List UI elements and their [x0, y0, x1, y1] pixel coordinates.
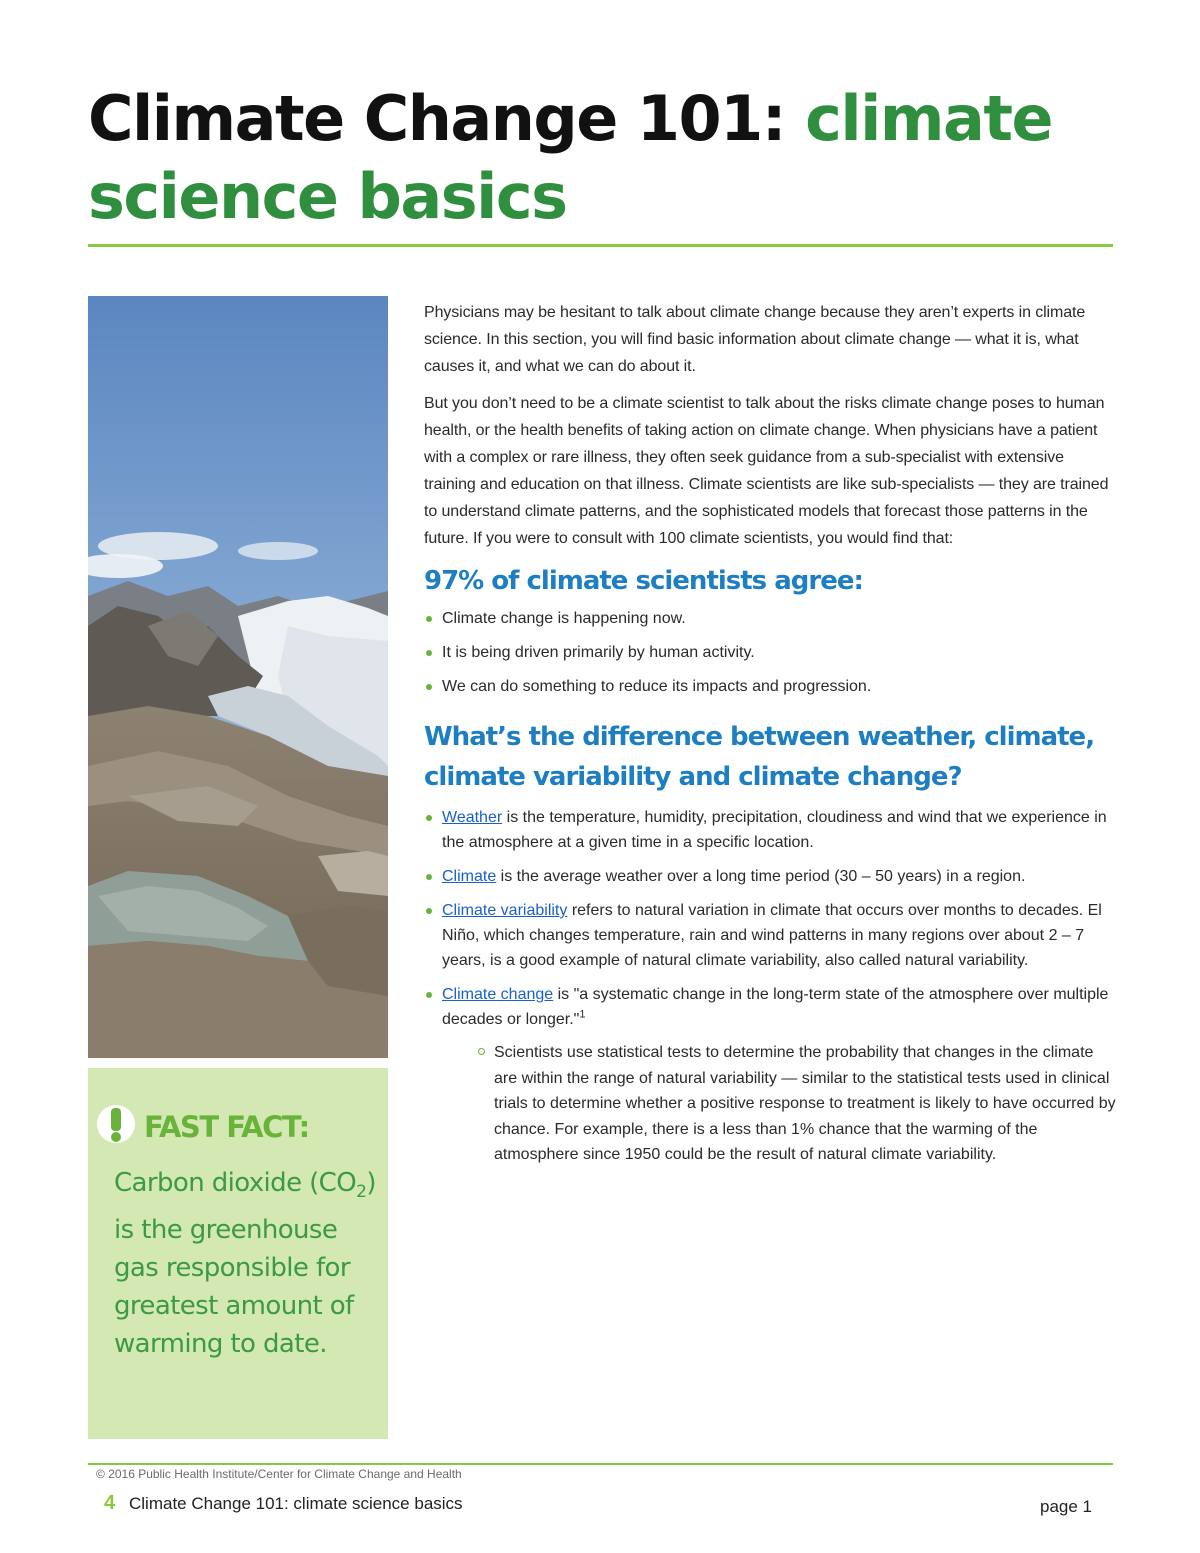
weather-link[interactable]: Weather — [442, 809, 503, 826]
definition-text: is the average weather over a long time period (30 – 50 years) in a region. — [496, 868, 1026, 885]
agree-list — [424, 606, 1116, 699]
list-item-climate-variability — [424, 898, 1116, 973]
fast-fact-box — [88, 1068, 388, 1439]
fast-fact-label: FAST FACT: — [144, 1110, 309, 1144]
fast-fact-text — [114, 1164, 384, 1363]
intro-paragraph-2: But you don’t need to be a climate scientist to talk about the risks climate change poses to human health, or the health benefits of taking action on climate change. When physicians have a patient with a complex or rare illness, they often seek guidance from a sub-specialist with extensive training and education on that illness. Climate scientists are like sub-specialists — they are trained to understand climate patterns, and the sophisticated models that forecast those patterns in the future. If you were to consult with 100 climate scientists, you would find that: — [424, 395, 1109, 547]
list-item: It is being driven primarily by human activity. — [424, 640, 1116, 665]
definition-text: refers to natural variation in climate that occurs over months to decades. El Niño, which changes temperature, rain and wind patterns in many regions over about 2 – 7 years, is a good example of natural climate variability, also called natural variability. — [442, 902, 1102, 969]
page-title — [88, 80, 1118, 236]
definition-text: is "a systematic change in the long-term state of the atmosphere over multiple decades or longer." — [442, 986, 1109, 1028]
glacier-photo — [88, 296, 388, 1058]
agree-heading: 97% of climate scientists agree: — [424, 566, 863, 596]
footer-divider — [88, 1463, 1113, 1465]
footnote-marker: 1 — [579, 1008, 586, 1021]
climate-change-link[interactable]: Climate change — [442, 986, 554, 1003]
list-item-climate — [424, 864, 1116, 889]
sub-list — [442, 1040, 1116, 1168]
co2-subscript: 2 — [356, 1182, 367, 1203]
climate-link[interactable]: Climate — [442, 868, 497, 885]
section-number: 4 — [104, 1492, 116, 1514]
intro-paragraph-1: Physicians may be hesitant to talk about climate change because they aren’t experts in climate science. In this section, you will find basic information about climate change — what it is, what causes it, and what we can do about it. — [424, 304, 1086, 375]
sub-list-item: Scientists use statistical tests to determine the probability that changes in the climate are within the range of natural variability — similar to the statistical tests used in clinical trials to determine whether a positive response to treatment is likely to have occurred by chance. For example, there is a less than 1% chance that the warming of the atmosphere since 1950 could be the result of natural climate variability. — [494, 1040, 1116, 1168]
definitions-list — [424, 805, 1116, 1168]
list-item-weather — [424, 805, 1116, 855]
footer-section-title: Climate Change 101: climate science basics — [129, 1494, 463, 1513]
fast-fact-text-part: ) is the greenhouse gas responsible for greatest amount of warming to date. — [114, 1168, 376, 1360]
header-divider — [88, 244, 1113, 247]
list-item-climate-change — [424, 982, 1116, 1168]
difference-heading: What’s the difference between weather, climate, climate variability and climate change? — [424, 722, 1095, 792]
title-black: Climate Change 101: — [88, 82, 806, 155]
climate-variability-link[interactable]: Climate variability — [442, 902, 568, 919]
definition-text: is the temperature, humidity, precipitation, cloudiness and wind that we experience in the atmosphere at a given time in a specific location. — [442, 809, 1107, 851]
list-item: Climate change is happening now. — [424, 606, 1116, 631]
main-content — [424, 299, 1116, 1177]
page-number: page 1 — [1040, 1497, 1092, 1516]
fast-fact-text-part: Carbon dioxide (CO — [114, 1168, 357, 1198]
exclamation-icon — [96, 1102, 136, 1151]
list-item: We can do something to reduce its impacts and progression. — [424, 674, 1116, 699]
title-green: climate science basics — [88, 82, 1053, 233]
copyright: © 2016 Public Health Institute/Center for Climate Change and Health — [96, 1467, 462, 1481]
